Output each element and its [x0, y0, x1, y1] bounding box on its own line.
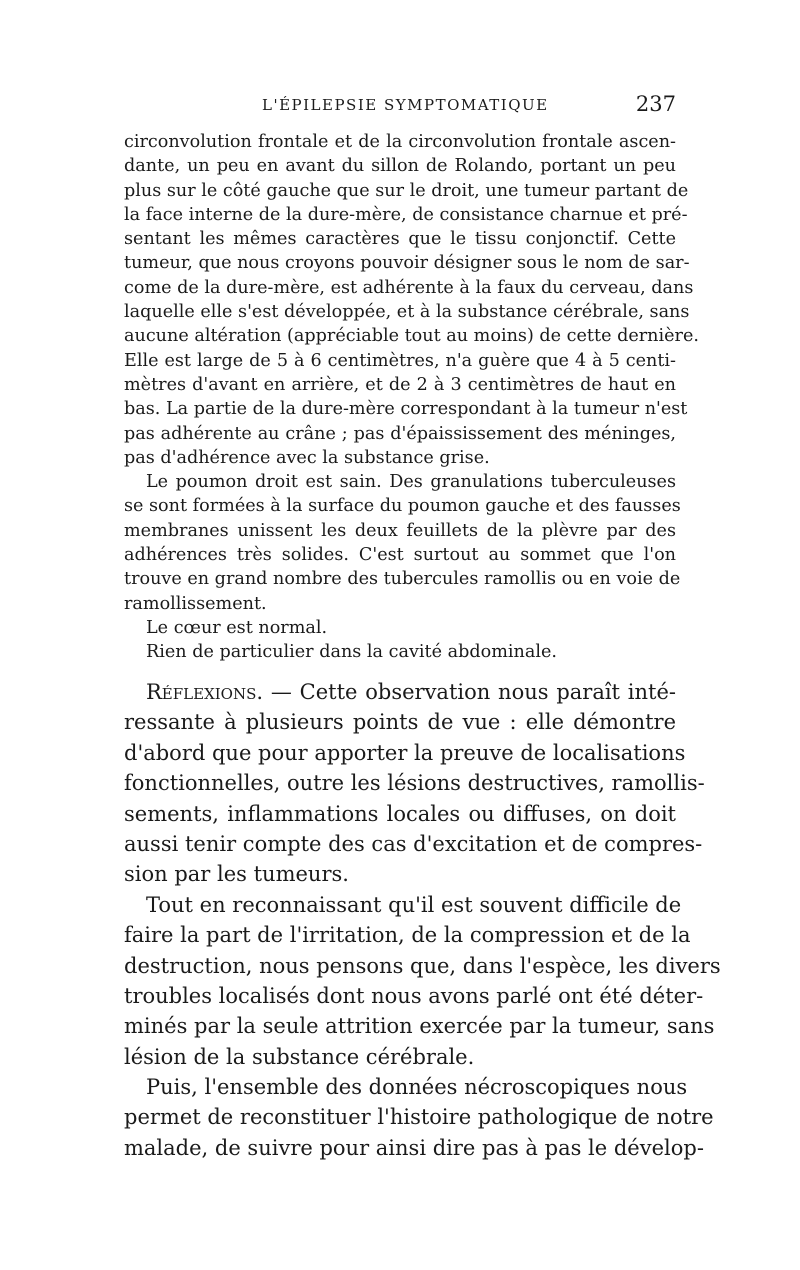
text-line: sion par les tumeurs. — [124, 862, 349, 887]
text-line: ramollissement. — [124, 593, 267, 614]
heading-line-rest: — Cette observation nous paraît inté- — [270, 680, 676, 704]
text-line: come de la dure-mère, est adhérente à la faux du cerveau, dans — [124, 277, 694, 298]
text-line: la face interne de la dure-mère, de consistance charnue et pré- — [124, 204, 688, 225]
text-line: minés par la seule attrition exercée par la tumeur, sans — [124, 1014, 715, 1039]
text-line: bas. La partie de la dure-mère correspondant à la tumeur n'est — [124, 399, 688, 420]
running-title: L'ÉPILEPSIE SYMPTOMATIQUE — [262, 96, 549, 114]
text-line: adhérences très solides. C'est surtout au sommet que l'on — [124, 545, 676, 566]
text-line: sements, inflammations locales ou diffuses, on doit — [124, 801, 676, 826]
text-line: pas d'adhérence avec la substance grise. — [124, 447, 490, 468]
text-line: faire la part de l'irritation, de la compression et de la — [124, 923, 691, 948]
text-line: se sont formées à la surface du poumon gauche et des fausses — [124, 496, 681, 517]
text-line: ressante à plusieurs points de vue : elle démontre — [124, 710, 676, 735]
section-heading: Réflexions. — [146, 680, 264, 704]
text-line: Rien de particulier dans la cavité abdominale. — [146, 642, 557, 663]
text-line: destruction, nous pensons que, dans l'espèce, les divers — [124, 953, 721, 978]
text-line: sentant les mêmes caractères que le tissu conjonctif. Cette — [124, 229, 676, 250]
text-line: dante, un peu en avant du sillon de Rolando, portant un peu — [124, 156, 676, 177]
text-line: d'abord que pour apporter la preuve de localisations — [124, 740, 686, 765]
text-line: Le poumon droit est sain. Des granulations tuberculeuses — [146, 472, 676, 493]
page-header — [124, 92, 676, 122]
text-line: laquelle elle s'est développée, et à la substance cérébrale, sans — [124, 302, 690, 323]
text-line — [124, 677, 676, 707]
text-line: mètres d'avant en arrière, et de 2 à 3 centimètres de haut en — [124, 374, 676, 395]
text-line: Tout en reconnaissant qu'il est souvent difficile de — [146, 892, 682, 917]
text-line: circonvolution frontale et de la circonvolution frontale ascen- — [124, 132, 676, 152]
text-line: trouve en grand nombre des tubercules ramollis ou en voie de — [124, 569, 681, 590]
text-line: aussi tenir compte des cas d'excitation et de compres- — [124, 831, 703, 856]
observation-text — [124, 130, 699, 665]
reflexions-text — [124, 677, 721, 1163]
text-line: troubles localisés dont nous avons parlé ont été déter- — [124, 983, 704, 1008]
text-line: Le cœur est normal. — [146, 617, 328, 638]
text-line: pas adhérente au crâne ; pas d'épaississement des méninges, — [124, 423, 676, 444]
text-line: aucune altération (appréciable tout au moins) de cette dernière. — [124, 326, 699, 347]
text-line: fonctionnelles, outre les lésions destructives, ramollis- — [124, 771, 705, 796]
text-line: Puis, l'ensemble des données nécroscopiques nous — [146, 1075, 688, 1100]
text-line: lésion de la substance cérébrale. — [124, 1044, 475, 1069]
text-line: plus sur le côté gauche que sur le droit, une tumeur partant de — [124, 180, 689, 201]
text-line: permet de reconstituer l'histoire pathologique de notre — [124, 1105, 714, 1130]
page-number: 237 — [635, 92, 676, 116]
text-line: membranes unissent les deux feuillets de la plèvre par des — [124, 520, 676, 541]
text-line: tumeur, que nous croyons pouvoir désigner sous le nom de sar- — [124, 253, 690, 274]
text-line: Elle est large de 5 à 6 centimètres, n'a guère que 4 à 5 centi- — [124, 350, 676, 371]
text-line: malade, de suivre pour ainsi dire pas à pas le dévelop- — [124, 1135, 704, 1160]
